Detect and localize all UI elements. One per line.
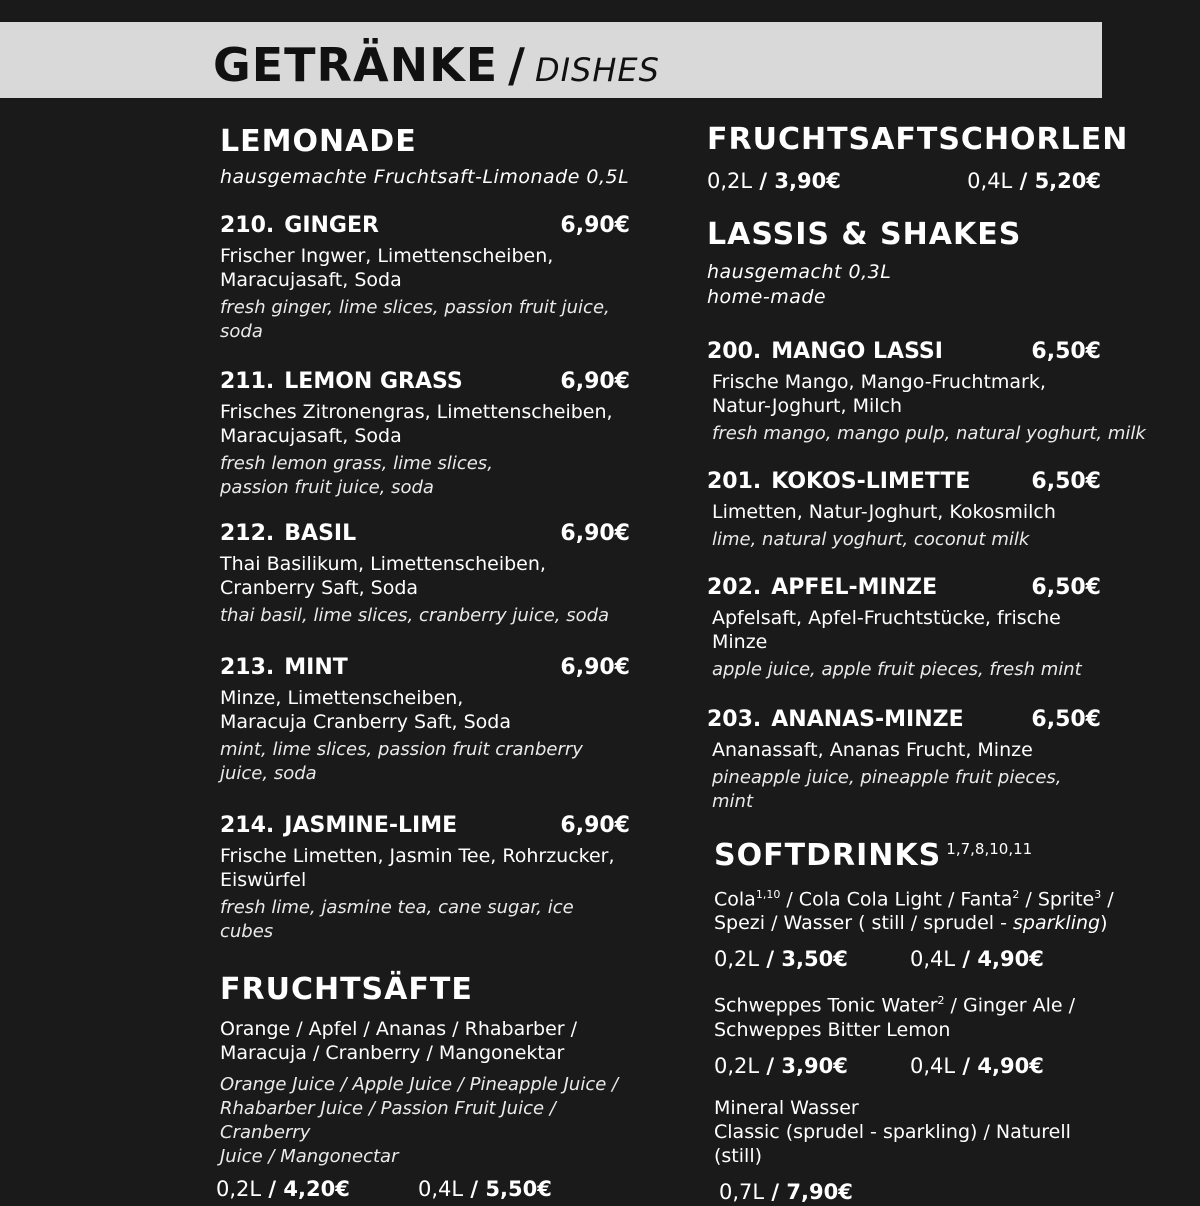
- item-description-en: [220, 296, 630, 344]
- price-option: [910, 1052, 1044, 1080]
- menu-item: [707, 338, 1146, 446]
- item-description-de: [220, 686, 630, 734]
- price-separator: /: [955, 1053, 978, 1078]
- lemonade-note: hausgemachte Fruchtsaft-Limonade 0,5L: [220, 166, 630, 188]
- size-label: 0,2L: [714, 1053, 760, 1078]
- size-label: 0,2L: [714, 947, 760, 972]
- right-column: [707, 122, 1146, 1206]
- price-option: [707, 167, 841, 195]
- price-option: [714, 945, 910, 973]
- menu-item: [707, 574, 1101, 682]
- desc-line: pineapple juice, pineapple fruit pieces, mint: [712, 767, 1062, 812]
- item-number: 214.: [220, 813, 275, 838]
- price-separator: /: [955, 947, 978, 972]
- desc-line: Cranberry Saft, Soda: [220, 577, 419, 599]
- price-separator: /: [752, 169, 775, 193]
- desc-line: Frische Limetten, Jasmin Tee, Rohrzucker,: [220, 845, 615, 867]
- size-label: 0,4L: [418, 1177, 464, 1201]
- fruchtsaefte-description-en: [220, 1073, 630, 1169]
- desc-line: Apfelsaft, Apfel-Fruchtstücke, frische Minze: [712, 607, 1061, 653]
- item-price: 6,90€: [560, 521, 630, 546]
- price-option: [967, 167, 1101, 195]
- desc-line: Maracuja Cranberry Saft, Soda: [220, 711, 512, 733]
- item-name: ANANAS-MINZE: [771, 707, 964, 732]
- menu-item: [707, 468, 1101, 552]
- item-name: JASMINE-LIME: [284, 813, 458, 838]
- desc-line: Orange / Apfel / Ananas / Rhabarber /: [220, 1018, 578, 1040]
- desc-line: juice, soda: [220, 763, 317, 784]
- softdrinks-allergens: 1,7,8,10,11: [946, 840, 1033, 858]
- desc-line: thai basil, lime slices, cranberry juice, soda: [220, 605, 610, 626]
- price-amount: 3,50€: [781, 947, 848, 972]
- title-subtitle: DISHES: [534, 51, 660, 89]
- desc-line: Limetten, Natur-Joghurt, Kokosmilch: [712, 501, 1056, 523]
- price-separator: /: [764, 1179, 787, 1204]
- lemonade-title: LEMONADE: [220, 124, 417, 159]
- text-part: / Ginger Ale /: [944, 994, 1076, 1017]
- item-price: 6,50€: [1031, 575, 1101, 600]
- note-line: hausgemacht 0,3L: [707, 261, 892, 283]
- softdrinks-group-2-prices: [714, 1052, 1117, 1080]
- price-amount: 7,90€: [786, 1179, 853, 1204]
- schorlen-title: FRUCHTSAFTSCHORLEN: [707, 122, 1129, 157]
- item-description-en: [712, 422, 1146, 446]
- item-price: 6,90€: [560, 369, 630, 394]
- price-amount: 5,50€: [485, 1177, 552, 1201]
- menu-item: [707, 706, 1101, 814]
- item-description-en: [220, 604, 630, 628]
- softdrinks-group-3: [714, 1096, 1117, 1168]
- desc-line: mint, lime slices, passion fruit cranberry: [220, 739, 583, 760]
- allergen-sup: 1,10: [755, 888, 781, 901]
- desc-line: Rhabarber Juice / Passion Fruit Juice / Cranberry: [220, 1098, 556, 1143]
- item-description-de: [220, 552, 630, 600]
- size-label: 0,4L: [967, 169, 1013, 193]
- price-separator: /: [261, 1177, 284, 1201]
- price-separator: /: [463, 1177, 486, 1201]
- item-description-de: [220, 244, 630, 292]
- desc-line: Natur-Joghurt, Milch: [712, 395, 903, 417]
- item-description-en: [220, 738, 630, 786]
- desc-line: apple juice, apple fruit pieces, fresh mint: [712, 659, 1082, 680]
- allergen-sup: 2: [1012, 888, 1020, 901]
- allergen-sup: 2: [937, 994, 945, 1008]
- desc-line: Frischer Ingwer, Limettenscheiben,: [220, 245, 554, 267]
- desc-line: Ananassaft, Ananas Frucht, Minze: [712, 739, 1033, 761]
- title-main: GETRÄNKE: [213, 38, 499, 92]
- price-option: [418, 1175, 552, 1203]
- text-part: ): [1100, 912, 1108, 935]
- price-amount: 4,20€: [283, 1177, 350, 1201]
- item-number: 212.: [220, 521, 275, 546]
- softdrinks-group-1: [714, 883, 1117, 935]
- price-option: [714, 1052, 910, 1080]
- desc-line: Mineral Wasser: [714, 1096, 859, 1119]
- item-description-en: [220, 896, 630, 944]
- item-description-de: [712, 606, 1101, 654]
- text-part: Spezi / Wasser ( still / sprudel -: [714, 912, 1013, 935]
- item-description-de: [712, 370, 1101, 418]
- text-part: sparkling: [1013, 912, 1101, 935]
- price-option: [719, 1178, 853, 1206]
- item-description-de: [712, 738, 1101, 762]
- desc-line: [714, 989, 1117, 1017]
- note-line: home-made: [707, 286, 827, 308]
- text-part: Cola: [714, 888, 756, 911]
- lassis-title: LASSIS & SHAKES: [707, 217, 1022, 252]
- item-name: MINT: [284, 655, 348, 680]
- desc-line: Frisches Zitronengras, Limettenscheiben,: [220, 401, 613, 423]
- desc-line: Eiswürfel: [220, 869, 307, 891]
- desc-line: fresh lime, jasmine tea, cane sugar, ice cubes: [220, 897, 574, 942]
- desc-line: Frische Mango, Mango-Fruchtmark,: [712, 371, 1046, 393]
- item-name: KOKOS-LIMETTE: [771, 469, 971, 494]
- price-separator: /: [1012, 169, 1035, 193]
- text-part: / Cola Cola Light / Fanta: [780, 888, 1013, 911]
- item-number: 210.: [220, 213, 275, 238]
- price-separator: /: [759, 1053, 782, 1078]
- desc-line: Juice / Mangonectar: [220, 1146, 399, 1167]
- item-name: LEMON GRASS: [284, 369, 463, 394]
- desc-line: fresh lemon grass, lime slices,: [220, 453, 493, 474]
- fruchtsaefte-prices: [216, 1175, 630, 1203]
- item-description-en: [712, 528, 1101, 552]
- menu-item: [220, 654, 630, 786]
- fruchtsaefte-description-de: [220, 1017, 630, 1065]
- softdrinks-title: SOFTDRINKS: [714, 838, 942, 873]
- size-label: 0,4L: [910, 1053, 956, 1078]
- text-part: /: [1101, 888, 1114, 911]
- desc-line: lime, natural yoghurt, coconut milk: [712, 529, 1030, 550]
- desc-line: Orange Juice / Apple Juice / Pineapple Juice /: [220, 1074, 619, 1095]
- softdrinks-group-1-prices: [714, 945, 1117, 973]
- menu-item: [220, 212, 630, 344]
- item-description-en: [712, 766, 1101, 814]
- item-description-de: [220, 844, 630, 892]
- item-description-de: [220, 400, 630, 448]
- item-description-de: [712, 500, 1101, 524]
- softdrinks-section: [714, 838, 1117, 1206]
- item-number: 200.: [707, 339, 762, 364]
- softdrinks-heading: [714, 838, 1117, 873]
- item-name: BASIL: [284, 521, 357, 546]
- price-option: [216, 1175, 418, 1203]
- item-price: 6,90€: [560, 655, 630, 680]
- item-price: 6,90€: [560, 213, 630, 238]
- item-price: 6,90€: [560, 813, 630, 838]
- title-slash: /: [508, 38, 525, 92]
- allergen-sup: 3: [1094, 888, 1102, 901]
- item-name: GINGER: [284, 213, 379, 238]
- schorlen-prices: [707, 167, 1101, 195]
- item-name: MANGO LASSI: [771, 339, 943, 364]
- page-title: [213, 38, 660, 94]
- desc-line: Maracujasaft, Soda: [220, 425, 402, 447]
- desc-line: Schweppes Bitter Lemon: [714, 1018, 951, 1041]
- price-separator: /: [759, 947, 782, 972]
- softdrinks-group-3-price: [719, 1178, 1117, 1206]
- menu-item: [220, 812, 630, 944]
- item-number: 213.: [220, 655, 275, 680]
- text-part: Schweppes Tonic Water: [714, 994, 938, 1017]
- desc-line: Classic (sprudel - sparkling) / Naturell (still): [714, 1120, 1071, 1167]
- price-amount: 5,20€: [1034, 169, 1101, 193]
- desc-line: fresh mango, mango pulp, natural yoghurt, milk: [712, 423, 1146, 444]
- softdrinks-group-2: [714, 989, 1117, 1041]
- item-number: 211.: [220, 369, 275, 394]
- desc-line: Maracujasaft, Soda: [220, 269, 402, 291]
- item-description-en: [712, 658, 1101, 682]
- price-amount: 4,90€: [977, 1053, 1044, 1078]
- desc-line: [714, 883, 1117, 911]
- text-part: / Sprite: [1019, 888, 1095, 911]
- item-price: 6,50€: [1031, 469, 1101, 494]
- desc-line: Thai Basilikum, Limettenscheiben,: [220, 553, 546, 575]
- size-label: 0,2L: [707, 169, 753, 193]
- desc-line: Minze, Limettenscheiben,: [220, 687, 464, 709]
- menu-item: [220, 368, 630, 500]
- desc-line: fresh ginger, lime slices, passion fruit juice, soda: [220, 297, 610, 342]
- lassis-note: [707, 260, 1117, 310]
- menu-item: [220, 520, 630, 628]
- item-number: 203.: [707, 707, 762, 732]
- item-number: 202.: [707, 575, 762, 600]
- desc-line: passion fruit juice, soda: [220, 477, 434, 498]
- desc-line: [714, 911, 1117, 935]
- item-name: APFEL-MINZE: [771, 575, 938, 600]
- price-amount: 3,90€: [781, 1053, 848, 1078]
- item-number: 201.: [707, 469, 762, 494]
- left-column: [216, 124, 630, 1203]
- size-label: 0,4L: [910, 947, 956, 972]
- fruchtsaefte-title: FRUCHTSÄFTE: [220, 972, 473, 1007]
- price-amount: 3,90€: [774, 169, 841, 193]
- price-option: [910, 945, 1044, 973]
- item-price: 6,50€: [1031, 707, 1101, 732]
- item-description-en: [220, 452, 630, 500]
- size-label: 0,2L: [216, 1177, 262, 1201]
- price-amount: 4,90€: [977, 947, 1044, 972]
- desc-line: Maracuja / Cranberry / Mangonektar: [220, 1042, 565, 1064]
- size-label: 0,7L: [719, 1179, 765, 1204]
- item-price: 6,50€: [1031, 339, 1101, 364]
